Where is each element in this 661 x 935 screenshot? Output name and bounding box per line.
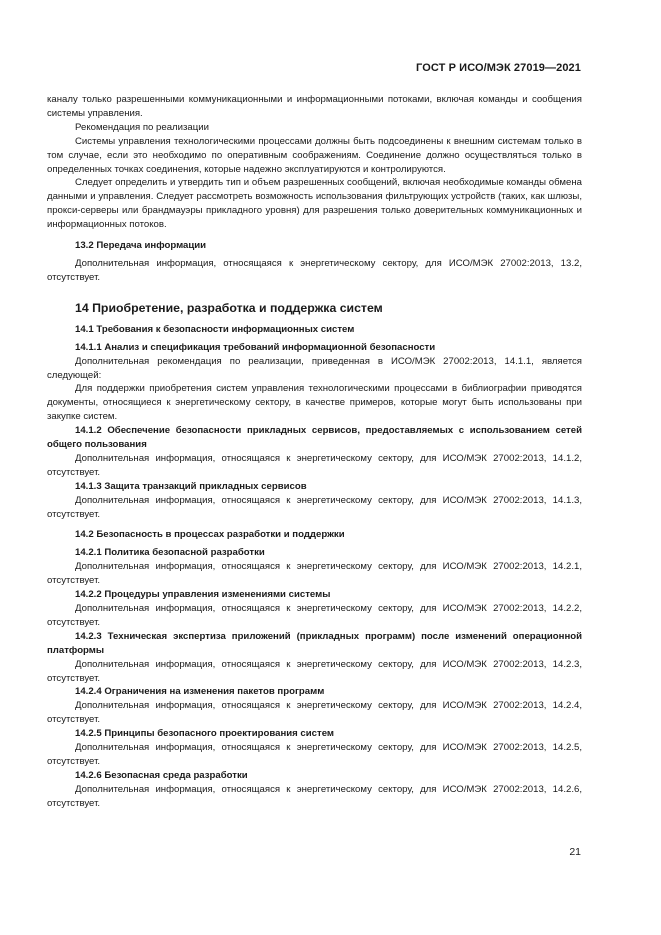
subsection-heading-14-2-1: 14.2.1 Политика безопасной разработки bbox=[75, 547, 265, 559]
body-paragraph: Дополнительная информация, относящаяся к энергетическому сектору, для ИСО/МЭК 27002:2013, 14.2.3, отсутствует. bbox=[47, 658, 582, 684]
body-paragraph: Дополнительная информация, относящаяся к энергетическому сектору, для ИСО/МЭК 27002:2013, 14.1.3, отсутствует. bbox=[47, 494, 582, 520]
body-paragraph: Дополнительная информация, относящаяся к энергетическому сектору, для ИСО/МЭК 27002:2013, 14.1.2, отсутствует. bbox=[47, 452, 582, 478]
page-number: 21 bbox=[569, 846, 581, 858]
document-header: ГОСТ Р ИСО/МЭК 27019—2021 bbox=[416, 62, 581, 74]
document-body bbox=[47, 93, 582, 811]
body-paragraph: Дополнительная информация, относящаяся к энергетическому сектору, для ИСО/МЭК 27002:2013, 14.2.4, отсутствует. bbox=[47, 700, 582, 726]
body-paragraph: Системы управления технологическими процессами должны быть подсоединены к внешним системам только в том случае, если это необходимо по оперативным соображениям. Соединение должно осуществляться только в определенных точках соединения, которые надежно эксплуатируются и контролируются. bbox=[47, 135, 582, 175]
body-paragraph: Дополнительная информация, относящаяся к энергетическому сектору, для ИСО/МЭК 27002:2013, 14.2.6, отсутствует. bbox=[47, 783, 582, 809]
section-heading-14-1: 14.1 Требования к безопасности информационных систем bbox=[75, 323, 355, 335]
body-paragraph: Дополнительная информация, относящаяся к энергетическому сектору, для ИСО/МЭК 27002:2013, 13.2, отсутствует. bbox=[47, 257, 582, 283]
subsection-heading-14-1-1: 14.1.1 Анализ и спецификация требований информационной безопасности bbox=[75, 341, 436, 353]
chapter-heading-14: 14 Приобретение, разработка и поддержка систем bbox=[75, 300, 383, 315]
body-paragraph: Дополнительная рекомендация по реализации, приведенная в ИСО/МЭК 27002:2013, 14.1.1, является следующей: bbox=[47, 355, 582, 381]
body-paragraph: Дополнительная информация, относящаяся к энергетическому сектору, для ИСО/МЭК 27002:2013, 14.2.5, отсутствует. bbox=[47, 742, 582, 767]
body-paragraph: Дополнительная информация, относящаяся к энергетическому сектору, для ИСО/МЭК 27002:2013, 14.2.2, отсутствует. bbox=[47, 603, 582, 628]
subsection-heading-14-1-3: 14.1.3 Защита транзакций прикладных сервисов bbox=[75, 480, 307, 492]
subsection-heading-14-2-2: 14.2.2 Процедуры управления изменениями системы bbox=[75, 589, 331, 601]
subsection-heading-14-2-5: 14.2.5 Принципы безопасного проектирования систем bbox=[75, 728, 335, 740]
body-paragraph: Следует определить и утвердить тип и объем разрешенных сообщений, включая необходимые команды обмена данными и управления. Следует рассмотреть возможность использования фильтрующих устройств (таких, как шлюзы, прокси-серверы или брандмауэры прикладного уровня) для разрешения только доверительных коммуникационных и информационных потоков. bbox=[47, 177, 582, 231]
body-paragraph: каналу только разрешенными коммуникационными и информационными потоками, включая команды и сообщения системы управления. bbox=[47, 94, 582, 119]
section-heading-14-2: 14.2 Безопасность в процессах разработки и поддержки bbox=[75, 529, 345, 541]
section-heading-13-2: 13.2 Передача информации bbox=[75, 240, 207, 252]
subsection-heading-14-2-6: 14.2.6 Безопасная среда разработки bbox=[75, 769, 248, 781]
subsection-heading-14-2-4: 14.2.4 Ограничения на изменения пакетов программ bbox=[75, 686, 325, 698]
body-paragraph: Дополнительная информация, относящаяся к энергетическому сектору, для ИСО/МЭК 27002:2013, 14.2.1, отсутствует. bbox=[47, 561, 582, 587]
subsection-heading-14-1-2: 14.1.2 Обеспечение безопасности прикладных сервисов, предоставляемых с использованием сетей общего пользования bbox=[47, 425, 582, 451]
body-paragraph: Рекомендация по реализации bbox=[75, 121, 209, 133]
body-paragraph: Для поддержки приобретения систем управления технологическими процессами в библиографии приводятся документы, относящиеся к энергетическому сектору, в качестве примеров, которые могут быть использованы при закупке систем. bbox=[47, 383, 582, 423]
subsection-heading-14-2-3: 14.2.3 Техническая экспертиза приложений (прикладных программ) после изменений операционной платформы bbox=[47, 630, 582, 656]
